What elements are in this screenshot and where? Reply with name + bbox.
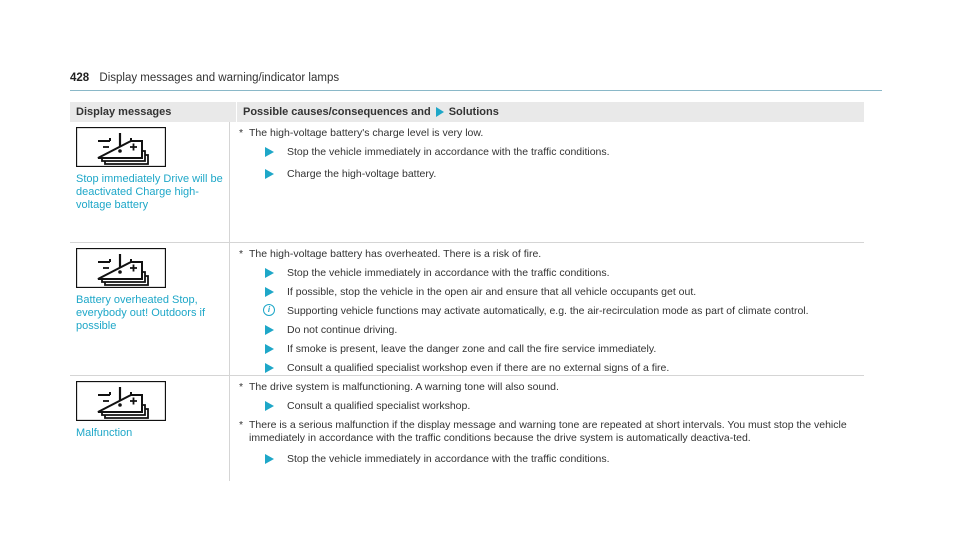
table-header — [70, 102, 864, 122]
step-arrow-icon — [265, 287, 274, 297]
cause-note: * The high-voltage battery has overheated. There is a risk of fire. — [239, 248, 542, 260]
solution-step: If smoke is present, leave the danger zone and call the fire service immediately. — [236, 343, 864, 356]
step-arrow-icon — [265, 454, 274, 464]
display-message-text: Stop immediately Drive will be deactivated Charge high-voltage battery — [76, 173, 223, 211]
step-arrow-icon — [265, 363, 274, 373]
step-arrow-icon — [265, 325, 274, 335]
info-icon: i — [263, 304, 275, 316]
high-voltage-battery-icon — [76, 248, 166, 288]
display-message-cell — [70, 376, 230, 481]
cause-note: * There is a serious malfunction if the display message and warning tone are repeated at short intervals. You must stop the vehicle immediately in accordance with the traffic conditions because the drive system is automatically deactiva-ted. — [239, 419, 847, 444]
solution-step: Consult a qualified specialist workshop. — [236, 400, 864, 413]
step-arrow-icon — [265, 401, 274, 411]
arrow-icon — [436, 107, 444, 117]
high-voltage-battery-icon — [76, 381, 166, 421]
solution-step: Consult a qualified specialist workshop even if there are no external signs of a fire. — [236, 362, 864, 375]
step-arrow-icon — [265, 147, 274, 157]
display-messages-table — [70, 102, 864, 481]
solution-step: Do not continue driving. — [236, 324, 864, 337]
display-message-text: Malfunction — [76, 427, 133, 439]
solution-step: Stop the vehicle immediately in accordance with the traffic conditions. — [236, 146, 864, 159]
info-note: i Supporting vehicle functions may activate automatically, e.g. the air-recirculation mode as part of climate control. — [236, 305, 864, 318]
cause-note: * The drive system is malfunctioning. A warning tone will also sound. — [239, 381, 559, 393]
table-row — [70, 243, 864, 376]
step-arrow-icon — [265, 268, 274, 278]
table-row — [70, 376, 864, 481]
page-header — [70, 72, 882, 91]
cause-note: * The high-voltage battery's charge level is very low. — [239, 127, 484, 139]
page-title: Display messages and warning/indicator lamps — [99, 72, 340, 84]
display-message-cell — [70, 122, 230, 242]
high-voltage-battery-icon — [76, 127, 166, 167]
causes-solutions-cell — [230, 376, 864, 481]
causes-solutions-cell — [230, 122, 864, 242]
column-header-solutions: Solutions — [448, 106, 499, 118]
step-arrow-icon — [265, 169, 274, 179]
column-header-causes: Possible causes/consequences and — [243, 106, 431, 118]
solution-step: Stop the vehicle immediately in accordance with the traffic conditions. — [236, 453, 864, 466]
step-arrow-icon — [265, 344, 274, 354]
display-message-text: Battery overheated Stop, everybody out! Outdoors if possible — [76, 294, 206, 332]
causes-solutions-cell — [230, 243, 864, 375]
display-message-cell — [70, 243, 230, 375]
table-row — [70, 122, 864, 243]
column-header-causes-solutions — [236, 102, 864, 122]
solution-step: If possible, stop the vehicle in the open air and ensure that all vehicle occupants get out. — [236, 286, 864, 299]
solution-step: Charge the high-voltage battery. — [236, 168, 864, 181]
solution-step: Stop the vehicle immediately in accordance with the traffic conditions. — [236, 267, 864, 280]
column-header-display-messages: Display messages — [76, 106, 172, 118]
page-number: 428 — [70, 72, 90, 84]
